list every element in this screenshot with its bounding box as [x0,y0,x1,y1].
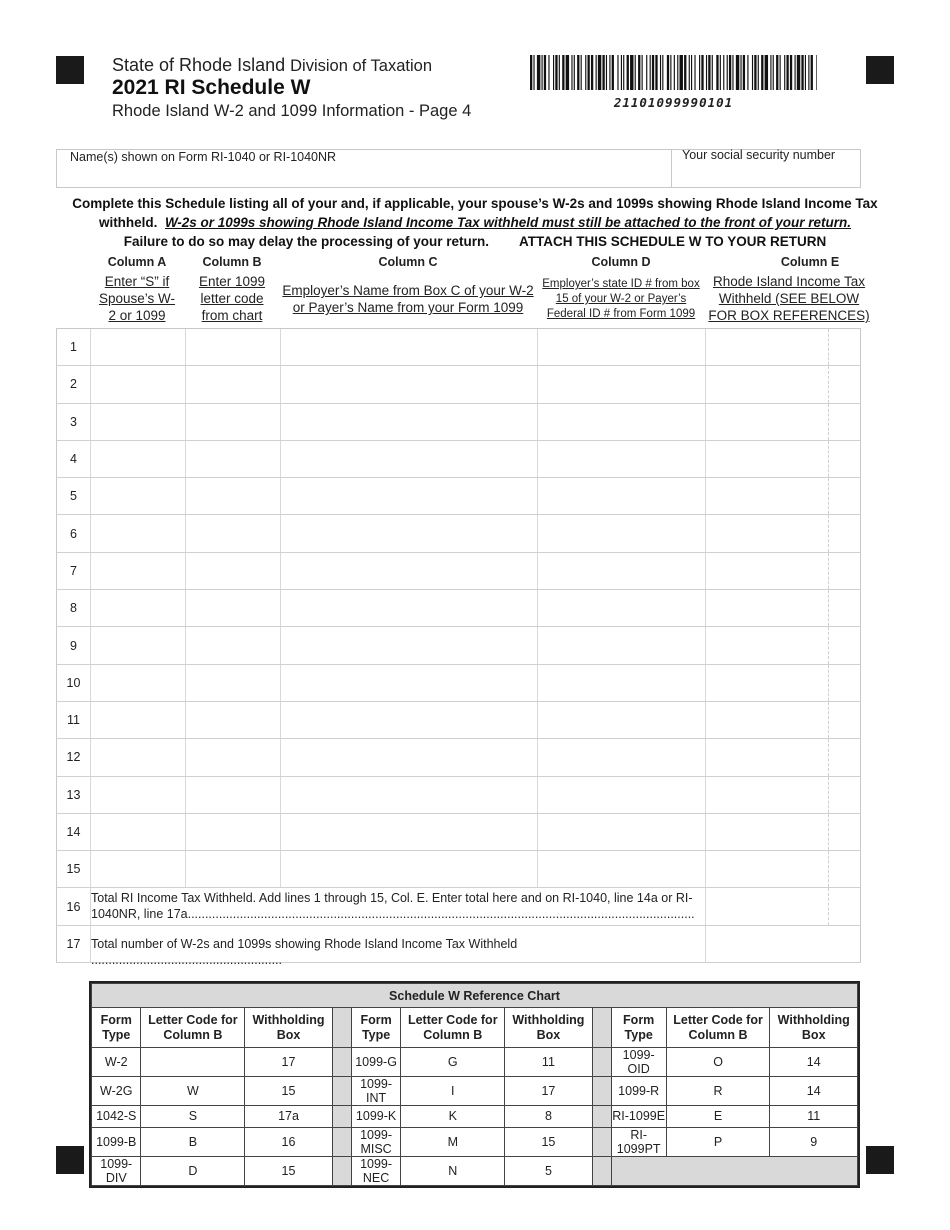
cell-column-a[interactable] [90,515,185,551]
form-type: 1099-G [351,1048,401,1077]
cell-column-b[interactable] [185,366,280,402]
registration-mark-bottom-right [866,1146,894,1174]
registration-mark-top-left [56,56,84,84]
column-d-desc: Employer’s state ID # from box 15 of your W-2 or Payer’s Federal ID # from Form 1099 [542,278,700,320]
cell-column-b[interactable] [185,739,280,775]
table-row [56,553,861,590]
registration-mark-bottom-left [56,1146,84,1174]
ssn-field[interactable] [682,148,835,162]
barcode-number: 21101099990101 [613,95,734,110]
cents-divider [828,441,829,477]
cell-column-a[interactable] [90,366,185,402]
names-label: Name(s) shown on Form RI-1040 or RI-1040NR [70,150,337,164]
table-row [56,814,861,851]
cell-column-a[interactable] [90,702,185,738]
cell-column-c[interactable] [280,329,537,365]
form-type: RI-1099E [611,1106,666,1128]
form-type: 1099-MISC [351,1127,401,1156]
cell-column-b[interactable] [185,814,280,850]
table-row [92,1077,858,1106]
withholding-box: 15 [245,1077,333,1106]
cell-column-a[interactable] [90,478,185,514]
line-number: 1 [70,340,77,355]
column-a-desc: Enter “S” if Spouse’s W-2 or 1099 [98,274,176,323]
cents-divider [828,888,829,924]
cell-column-e[interactable] [705,814,861,850]
divider [671,150,672,187]
reference-header: Withholding Box [245,1008,333,1048]
line-number: 17 [66,936,81,951]
cell-column-a[interactable] [90,553,185,589]
cents-divider [828,553,829,589]
table-row [56,627,861,664]
total-count-row [56,926,861,967]
cell-column-b[interactable] [185,777,280,813]
withholding-box: 14 [770,1077,858,1106]
table-row [56,366,861,403]
form-type: W-2G [92,1077,141,1106]
column-d-head: Column D [591,255,651,269]
cell-column-b[interactable] [185,478,280,514]
letter-code [141,1048,245,1077]
column-e-head: Column E [780,255,840,269]
column-gap [332,1106,351,1128]
cell-column-d[interactable] [537,515,705,551]
withholding-box: 11 [770,1106,858,1128]
cell-column-d[interactable] [537,665,705,701]
column-gap [592,1106,611,1128]
cell-column-c[interactable] [280,851,537,887]
cell-column-b[interactable] [185,553,280,589]
column-gap [332,1048,351,1077]
cell-column-d[interactable] [537,478,705,514]
delay-warning: Failure to do so may delay the processing of your return. [123,234,490,249]
line-number: 2 [70,377,77,392]
cell-column-a[interactable] [90,739,185,775]
form-type: RI-1099PT [611,1127,666,1156]
letter-code: O [666,1048,770,1077]
line-number: 15 [66,862,81,877]
cell-column-a[interactable] [90,665,185,701]
cell-column-b[interactable] [185,404,280,440]
cell-column-c[interactable] [280,627,537,663]
withholding-box: 9 [770,1127,858,1156]
cents-divider [828,851,829,887]
form-type: 1099-NEC [351,1156,401,1185]
line-number: 10 [66,675,81,690]
cents-divider [828,814,829,850]
withholding-box: 16 [245,1127,333,1156]
table-row [56,404,861,441]
reference-header: Form Type [611,1008,666,1048]
letter-code: I [401,1077,505,1106]
cell-column-d[interactable] [537,404,705,440]
cell-column-d[interactable] [537,814,705,850]
form-title: 2021 RI Schedule W [112,76,311,99]
column-gap [332,1127,351,1156]
table-row [92,1106,858,1128]
cell-column-a[interactable] [90,404,185,440]
line16-amount-input[interactable] [705,888,861,924]
cents-divider [828,777,829,813]
state-name: State of Rhode Island [112,55,286,75]
withholding-box: 15 [505,1127,593,1156]
letter-code: D [141,1156,245,1185]
names-field[interactable] [70,150,336,164]
table-row [56,739,861,776]
table-row [56,665,861,702]
reference-header: Letter Code for Column B [401,1008,505,1048]
form-type: 1099-DIV [92,1156,141,1185]
cell-column-c[interactable] [280,590,537,626]
agency-line [112,55,432,76]
cell-column-e[interactable] [705,777,861,813]
cell-column-c[interactable] [280,739,537,775]
cell-column-c[interactable] [280,441,537,477]
line17-amount-input[interactable] [705,926,861,962]
cents-divider [828,590,829,626]
form-type: 1099-B [92,1127,141,1156]
cents-divider [828,515,829,551]
form-type: 1099-K [351,1106,401,1128]
line-text: Total number of W-2s and 1099s showing Rhode Island Income Tax Withheld ....................................................... [91,936,518,967]
registration-mark-top-right [866,56,894,84]
cell-column-d[interactable] [537,739,705,775]
table-row [56,515,861,552]
column-c-head: Column C [378,255,438,269]
column-gap [592,1127,611,1156]
cell-column-a[interactable] [90,441,185,477]
line-number: 8 [70,601,77,616]
line-number: 5 [70,489,77,504]
table-row [56,590,861,627]
letter-code: E [666,1106,770,1128]
entry-grid [56,328,861,967]
column-c-desc: Employer’s Name from Box C of your W-2 or Payer’s Name from your Form 1099 [282,283,534,315]
cell-column-c[interactable] [280,478,537,514]
reference-header: Letter Code for Column B [666,1008,770,1048]
reference-chart-title: Schedule W Reference Chart [92,984,858,1008]
reference-header: Withholding Box [770,1008,858,1048]
cell-column-a[interactable] [90,814,185,850]
table-row [92,1127,858,1156]
column-gap [592,1077,611,1106]
cell-column-a[interactable] [90,851,185,887]
withholding-box: 15 [245,1156,333,1185]
cell-column-a[interactable] [90,329,185,365]
cell-column-b[interactable] [185,590,280,626]
cell-column-d[interactable] [537,553,705,589]
instructions [40,194,910,251]
table-row [56,441,861,478]
withholding-box: 17 [245,1048,333,1077]
column-b-head: Column B [202,255,262,269]
withholding-box: 5 [505,1156,593,1185]
cell-column-b[interactable] [185,515,280,551]
cell-column-e[interactable] [705,665,861,701]
form-type: 1099-R [611,1077,666,1106]
column-gap [332,1008,351,1048]
letter-code: N [401,1156,505,1185]
form-type: 1042-S [92,1106,141,1128]
reference-header: Form Type [92,1008,141,1048]
cell-column-e[interactable] [705,627,861,663]
cell-column-c[interactable] [280,665,537,701]
taxpayer-info-box [56,149,861,188]
cents-divider [828,329,829,365]
cell-column-c[interactable] [280,366,537,402]
withholding-box: 14 [770,1048,858,1077]
column-gap [592,1156,611,1185]
reference-header: Form Type [351,1008,401,1048]
letter-code: G [401,1048,505,1077]
line-number: 12 [66,750,81,765]
cell-column-d[interactable] [537,777,705,813]
table-row [56,478,861,515]
total-withheld-row [56,888,861,925]
cell-column-e[interactable] [705,329,861,365]
cell-column-b[interactable] [185,441,280,477]
cell-column-b[interactable] [185,627,280,663]
cell-column-a[interactable] [90,627,185,663]
reference-header: Letter Code for Column B [141,1008,245,1048]
cell-column-e[interactable] [705,553,861,589]
cell-column-d[interactable] [537,441,705,477]
column-b-desc: Enter 1099 letter code from chart [198,274,266,323]
cents-divider [828,627,829,663]
column-gap [332,1077,351,1106]
line-number: 11 [67,713,80,728]
table-row [92,1048,858,1077]
cell-column-a[interactable] [90,590,185,626]
withholding-box: 17a [245,1106,333,1128]
instructions-line-2 [40,213,910,232]
cell-column-e[interactable] [705,739,861,775]
column-gap [592,1008,611,1048]
cell-column-c[interactable] [280,814,537,850]
letter-code: R [666,1077,770,1106]
withholding-box: 8 [505,1106,593,1128]
line-number: 3 [70,414,77,429]
cell-column-c[interactable] [280,404,537,440]
line-number: 9 [70,638,77,653]
line-number: 7 [70,563,77,578]
cell-column-e[interactable] [705,441,861,477]
cents-divider [828,478,829,514]
line-number: 13 [66,787,81,802]
cell-column-e[interactable] [705,515,861,551]
cell-column-c[interactable] [280,777,537,813]
form-subtitle: Rhode Island W-2 and 1099 Information - Page 4 [112,102,472,120]
table-row [56,851,861,888]
letter-code: P [666,1127,770,1156]
cell-column-d[interactable] [537,851,705,887]
letter-code: B [141,1127,245,1156]
cell-column-d[interactable] [537,702,705,738]
cell-column-b[interactable] [185,851,280,887]
letter-code: W [141,1077,245,1106]
line-number: 4 [70,452,77,467]
cell-column-c[interactable] [280,702,537,738]
line-number: 6 [70,526,77,541]
form-type: W-2 [92,1048,141,1077]
column-a-head: Column A [107,255,167,269]
cell-column-c[interactable] [280,515,537,551]
instructions-line-2a: withheld. [98,215,158,230]
barcode [530,55,817,90]
cell-column-e[interactable] [705,404,861,440]
cell-column-d[interactable] [537,590,705,626]
cell-column-a[interactable] [90,777,185,813]
cell-column-e[interactable] [705,590,861,626]
instructions-line-3 [40,232,910,251]
letter-code: S [141,1106,245,1128]
cents-divider [828,366,829,402]
instructions-line-1: Complete this Schedule listing all of your and, if applicable, your spouse’s W-2s and 1099s showing Rhode Island Income Tax [72,196,878,211]
cents-divider [828,404,829,440]
cell-column-e[interactable] [705,366,861,402]
line-number: 16 [66,899,81,914]
cell-column-b[interactable] [185,329,280,365]
form-type: 1099-INT [351,1077,401,1106]
table-row [92,1156,858,1185]
empty-cell [611,1156,857,1185]
cell-column-b[interactable] [185,665,280,701]
cell-column-c[interactable] [280,553,537,589]
attach-schedule-notice: ATTACH THIS SCHEDULE W TO YOUR RETURN [519,234,827,249]
column-e-desc: Rhode Island Income Tax Withheld (SEE BELOW FOR BOX REFERENCES) [708,274,870,323]
letter-code: K [401,1106,505,1128]
cell-column-d[interactable] [537,329,705,365]
withholding-box: 11 [505,1048,593,1077]
table-row [56,329,861,366]
attach-warning: W-2s or 1099s showing Rhode Island Income Tax withheld must still be attached to the front of your return. [164,215,852,230]
withholding-box: 17 [505,1077,593,1106]
cell-column-e[interactable] [705,851,861,887]
line-text: Total RI Income Tax Withheld. Add lines 1 through 15, Col. E. Enter total here and on RI-1040, line 14a or RI-1040NR, line 17a.................................................................................................................................................. [91,891,695,922]
cell-column-d[interactable] [537,627,705,663]
column-gap [592,1048,611,1077]
letter-code: M [401,1127,505,1156]
reference-chart [89,981,860,1188]
cents-divider [828,702,829,738]
reference-header: Withholding Box [505,1008,593,1048]
cell-column-e[interactable] [705,702,861,738]
table-row [56,702,861,739]
ssn-label: Your social security number [682,148,836,162]
cents-divider [828,665,829,701]
division-name: Division of Taxation [290,57,432,75]
column-gap [332,1156,351,1185]
table-row [56,777,861,814]
line-number: 14 [66,825,81,839]
cents-divider [828,739,829,775]
cell-column-d[interactable] [537,366,705,402]
cell-column-e[interactable] [705,478,861,514]
form-type: 1099-OID [611,1048,666,1077]
cell-column-b[interactable] [185,702,280,738]
